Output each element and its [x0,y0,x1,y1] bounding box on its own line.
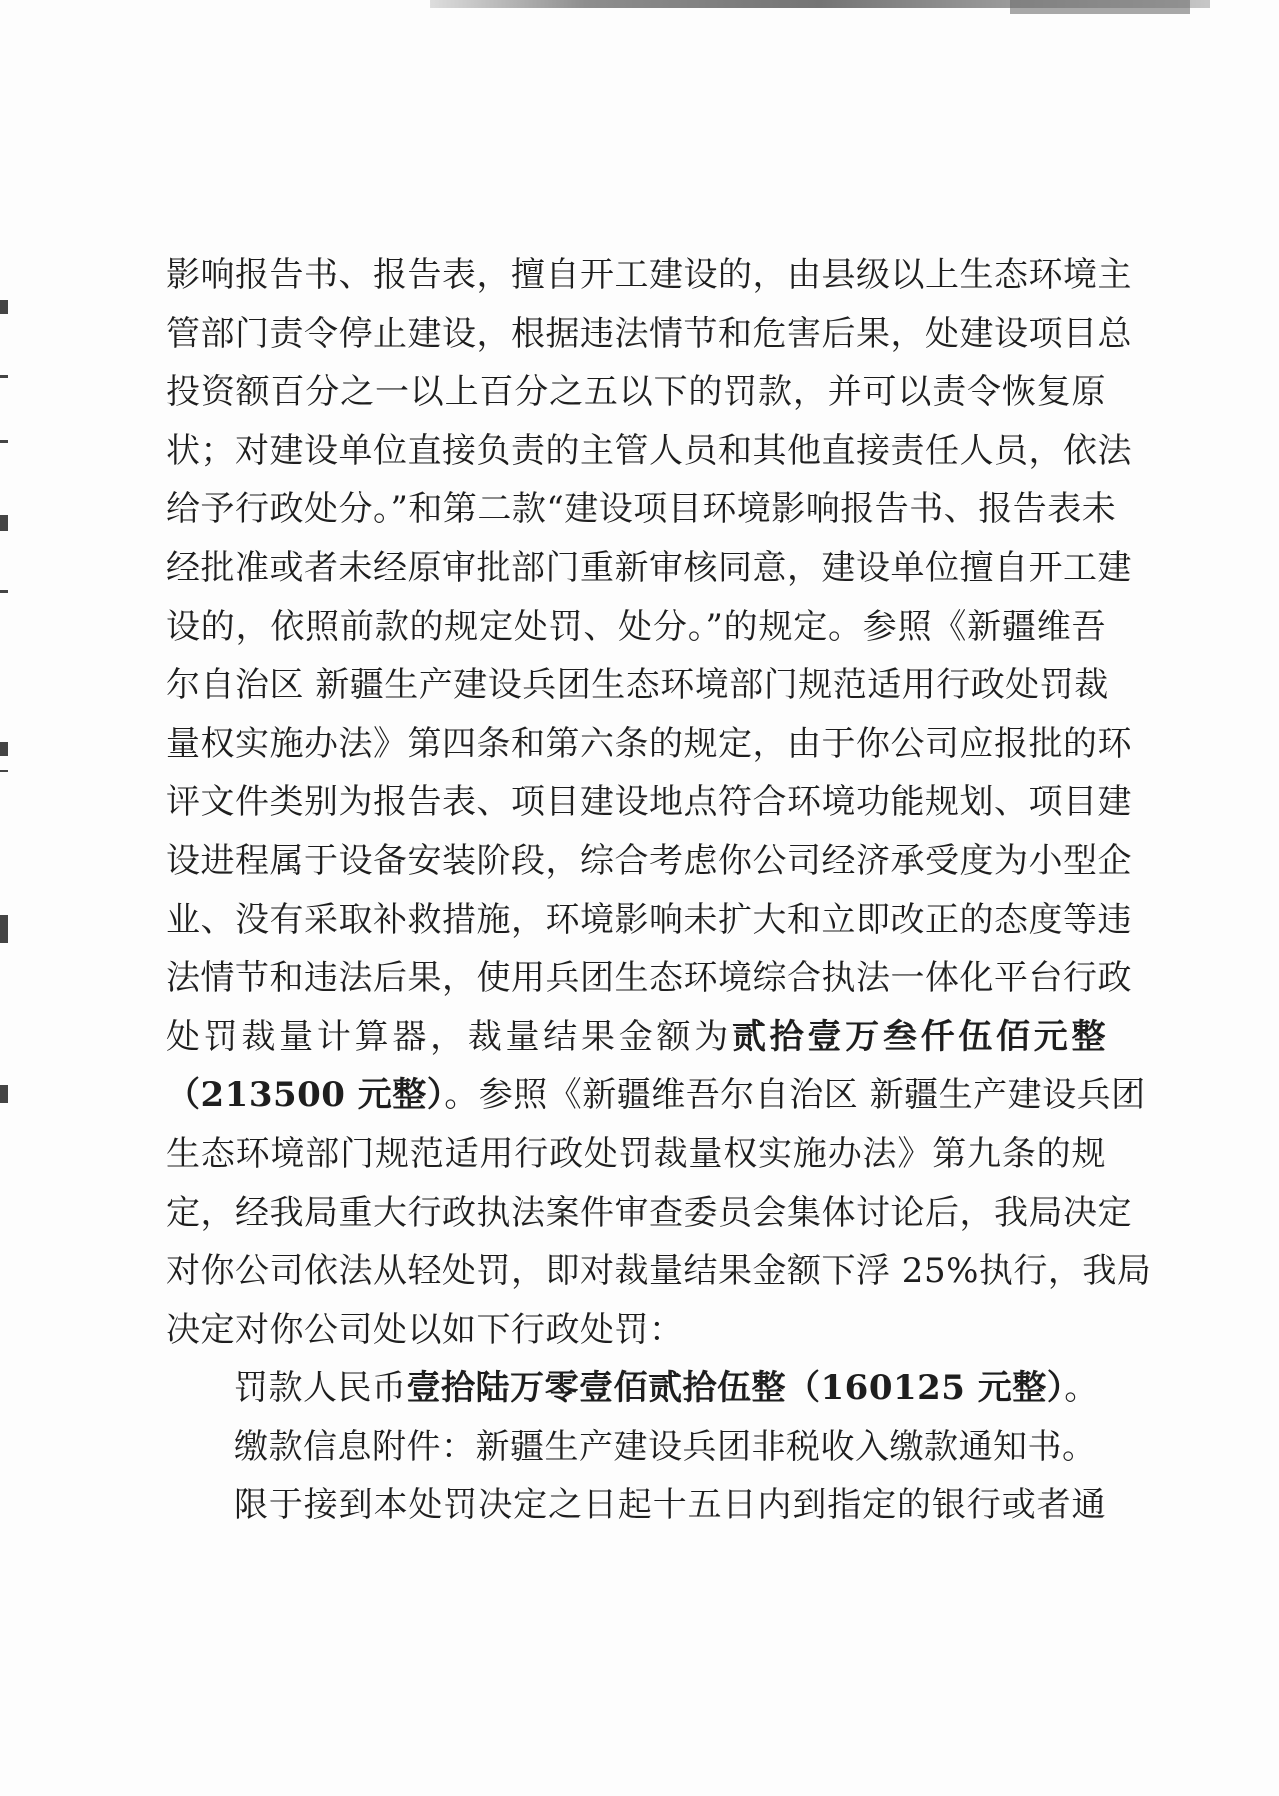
binding-edge-mark [0,300,8,314]
scan-edge-artifact [1010,0,1190,14]
text-segment: 罚款人民币 [234,1368,407,1409]
text-line: 给予行政处分。”和第二款“建设项目环境影响报告书、报告表未 [166,489,1117,530]
text-line: 量权实施办法》第四条和第六条的规定，由于你公司应报批的环 [166,723,1132,764]
penalty-amount: 壹拾陆万零壹佰贰拾伍整（160125 元整） [406,1368,1065,1409]
penalty-line [166,1359,1106,1418]
text-segment: 处罚裁量计算器，裁量结果金额为 [166,1016,732,1057]
text-line: 决定对你公司处以如下行政处罚： [166,1309,684,1350]
binding-edge-mark [0,915,8,943]
text-line: 对你公司依法从轻处罚，即对裁量结果金额下浮 25%执行，我局 [166,1251,1152,1292]
text-line: 设的，依照前款的规定处罚、处分。”的规定。参照《新疆维吾 [166,606,1106,647]
text-line: 业、没有采取补救措施，环境影响未扩大和立即改正的态度等违 [166,899,1132,940]
fine-amount-words: 贰拾壹万叁仟伍佰元整 [731,1016,1106,1057]
text-segment: 。参照《新疆维吾尔自治区 新疆生产建设兵团 [444,1075,1146,1116]
text-line: 尔自治区 新疆生产建设兵团生态环境部门规范适用行政处罚裁 [166,665,1109,706]
binding-edge-mark [0,1085,8,1103]
text-line: 限于接到本处罚决定之日起十五日内到指定的银行或者通 [234,1485,1106,1526]
text-line: 经批准或者未经原审批部门重新审核同意，建设单位擅自开工建 [166,547,1132,588]
text-line [166,1008,1106,1067]
fine-amount-number: （213500 元整） [166,1075,445,1116]
binding-edge-mark [0,590,8,593]
text-line: 生态环境部门规范适用行政处罚裁量权实施办法》第九条的规 [166,1133,1106,1174]
text-line: 管部门责令停止建设，根据违法情节和危害后果，处建设项目总 [166,313,1132,354]
binding-edge-mark [0,742,8,756]
payment-attachment-line: 缴款信息附件：新疆生产建设兵团非税收入缴款通知书。 [234,1426,1097,1467]
text-line [166,1066,1146,1125]
binding-edge-mark [0,515,8,531]
text-segment: 。 [1064,1368,1099,1409]
binding-edge-mark [0,375,8,378]
text-line: 影响报告书、报告表，擅自开工建设的，由县级以上生态环境主 [166,255,1132,295]
binding-edge-mark [0,440,8,443]
text-line: 定，经我局重大行政执法案件审查委员会集体讨论后，我局决定 [166,1192,1132,1233]
text-line: 评文件类别为报告表、项目建设地点符合环境功能规划、项目建 [166,782,1132,823]
text-line: 设进程属于设备安装阶段，综合考虑你公司经济承受度为小型企 [166,840,1132,881]
binding-edge-mark [0,770,8,772]
text-line: 投资额百分之一以上百分之五以下的罚款，并可以责令恢复原 [166,372,1106,413]
text-line: 状；对建设单位直接负责的主管人员和其他直接责任人员，依法 [166,430,1132,471]
document-body [166,246,1152,1535]
text-line: 法情节和违法后果，使用兵团生态环境综合执法一体化平台行政 [166,958,1132,999]
